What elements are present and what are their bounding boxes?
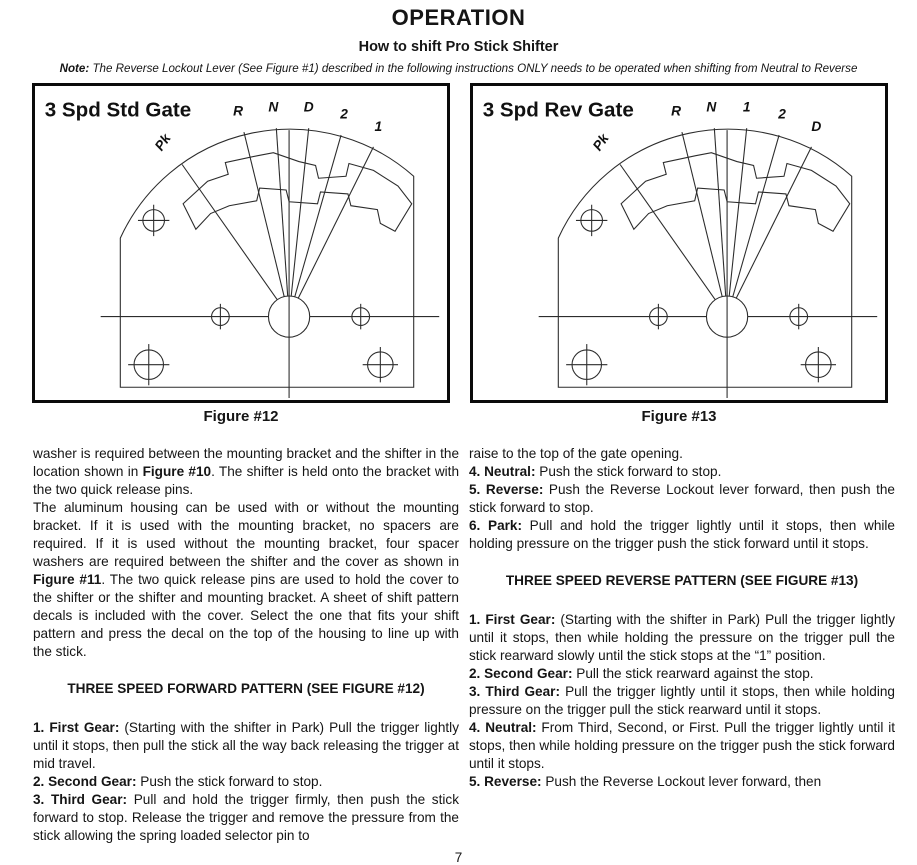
- paragraph: washer is required between the mounting bracket and the shifter in the location shown in Figure #10. The shifter is held onto the bracket with the two quick release pins.: [33, 446, 460, 497]
- gate-label-6: D: [811, 119, 822, 135]
- paragraph: 3. Third Gear: Pull the trigger lightly until it stops, then while holding pressure on the trigger pull the stick rearward until it stops.: [469, 684, 895, 717]
- page-title: OPERATION: [391, 5, 526, 30]
- figure-12-box: [32, 83, 450, 403]
- note-text: The Reverse Lockout Lever (See Figure #1) described in the following instructions ONLY needs to be operated when shifting from Neutral to Reverse: [89, 62, 858, 75]
- gate-label-2: R: [671, 103, 682, 119]
- right-column: [469, 445, 895, 845]
- gate-label-4: 1: [742, 99, 751, 115]
- figure-12-caption: Figure #12: [203, 408, 279, 425]
- paragraph: 1. First Gear: (Starting with the shifter in Park) Pull the trigger lightly until it stops, then pull the stick all the way back releasing the trigger at mid travel.: [33, 720, 459, 771]
- note-label: Note:: [59, 62, 90, 75]
- gate-drawing-rev: [473, 86, 885, 400]
- section-heading: THREE SPEED FORWARD PATTERN (SEE FIGURE #12): [67, 681, 425, 696]
- left-column: [33, 445, 459, 845]
- manual-page: [0, 5, 917, 865]
- page-number: 7: [454, 850, 463, 865]
- note: [0, 62, 917, 75]
- paragraph: 2. Second Gear: Pull the stick rearward against the stop.: [469, 666, 814, 681]
- page-subtitle: How to shift Pro Stick Shifter: [358, 39, 559, 55]
- paragraph: 1. First Gear: (Starting with the shifter in Park) Pull the trigger lightly until it stops, then while holding the pressure on the trigger pull the stick rearward slowly until the stick stops at the “1” position.: [469, 612, 895, 663]
- figure-13-caption: Figure #13: [641, 408, 717, 425]
- section-heading: THREE SPEED REVERSE PATTERN (SEE FIGURE #13): [505, 573, 859, 588]
- gate-label-5: 2: [340, 106, 348, 122]
- paragraph: 5. Reverse: Push the Reverse Lockout lever forward, then push the stick forward to stop.: [469, 482, 895, 515]
- paragraph: raise to the top of the gate opening.: [469, 446, 683, 461]
- paragraph: The aluminum housing can be used with or without the mounting bracket. If it is used with the mounting bracket, no spacers are required. If it is used without the mounting bracket, four spacer washers are required between the shifter and the cover as shown in Figure #11. The two quick release pins are used to hold the cover to the shifter or the shifter and mounting bracket. A sheet of shift pattern decals is included with the cover. Select the one that fits your shift pattern and press the decal on the top of the housing to line up with the stick.: [33, 500, 459, 659]
- figure-13-box: [470, 83, 888, 403]
- gate-label-park: Pk: [589, 131, 612, 154]
- figure-13-title: 3 Spd Rev Gate: [482, 98, 634, 122]
- gate-label-6: 1: [374, 119, 383, 135]
- gate-label-2: R: [233, 103, 244, 119]
- figures-row: [32, 83, 890, 425]
- figure-13: [470, 83, 888, 425]
- gate-label-5: 2: [778, 106, 786, 122]
- gate-label-park: Pk: [151, 131, 174, 154]
- paragraph: 5. Reverse: Push the Reverse Lockout lever forward, then: [469, 774, 822, 789]
- paragraph: 2. Second Gear: Push the stick forward to stop.: [33, 774, 323, 789]
- paragraph: 6. Park: Pull and hold the trigger lightly until it stops, then while holding pressure on the trigger push the stick forward until it stops.: [469, 518, 895, 551]
- paragraph: 3. Third Gear: Pull and hold the trigger firmly, then push the stick forward to stop. Release the trigger and remove the pressure from the stick allowing the spring loaded selector pin to: [33, 792, 459, 843]
- gate-label-4: D: [303, 99, 314, 115]
- figure-12: [32, 83, 450, 425]
- figure-12-title: 3 Spd Std Gate: [44, 98, 192, 122]
- gate-label-3: N: [268, 99, 279, 115]
- paragraph: 4. Neutral: From Third, Second, or First. Pull the trigger lightly until it stops, then while holding pressure on the trigger push the stick forward until it stops.: [469, 720, 895, 771]
- gate-label-3: N: [706, 99, 717, 115]
- gate-drawing-std: [35, 86, 447, 400]
- paragraph: 4. Neutral: Push the stick forward to stop.: [469, 464, 722, 479]
- body-columns: [33, 445, 895, 845]
